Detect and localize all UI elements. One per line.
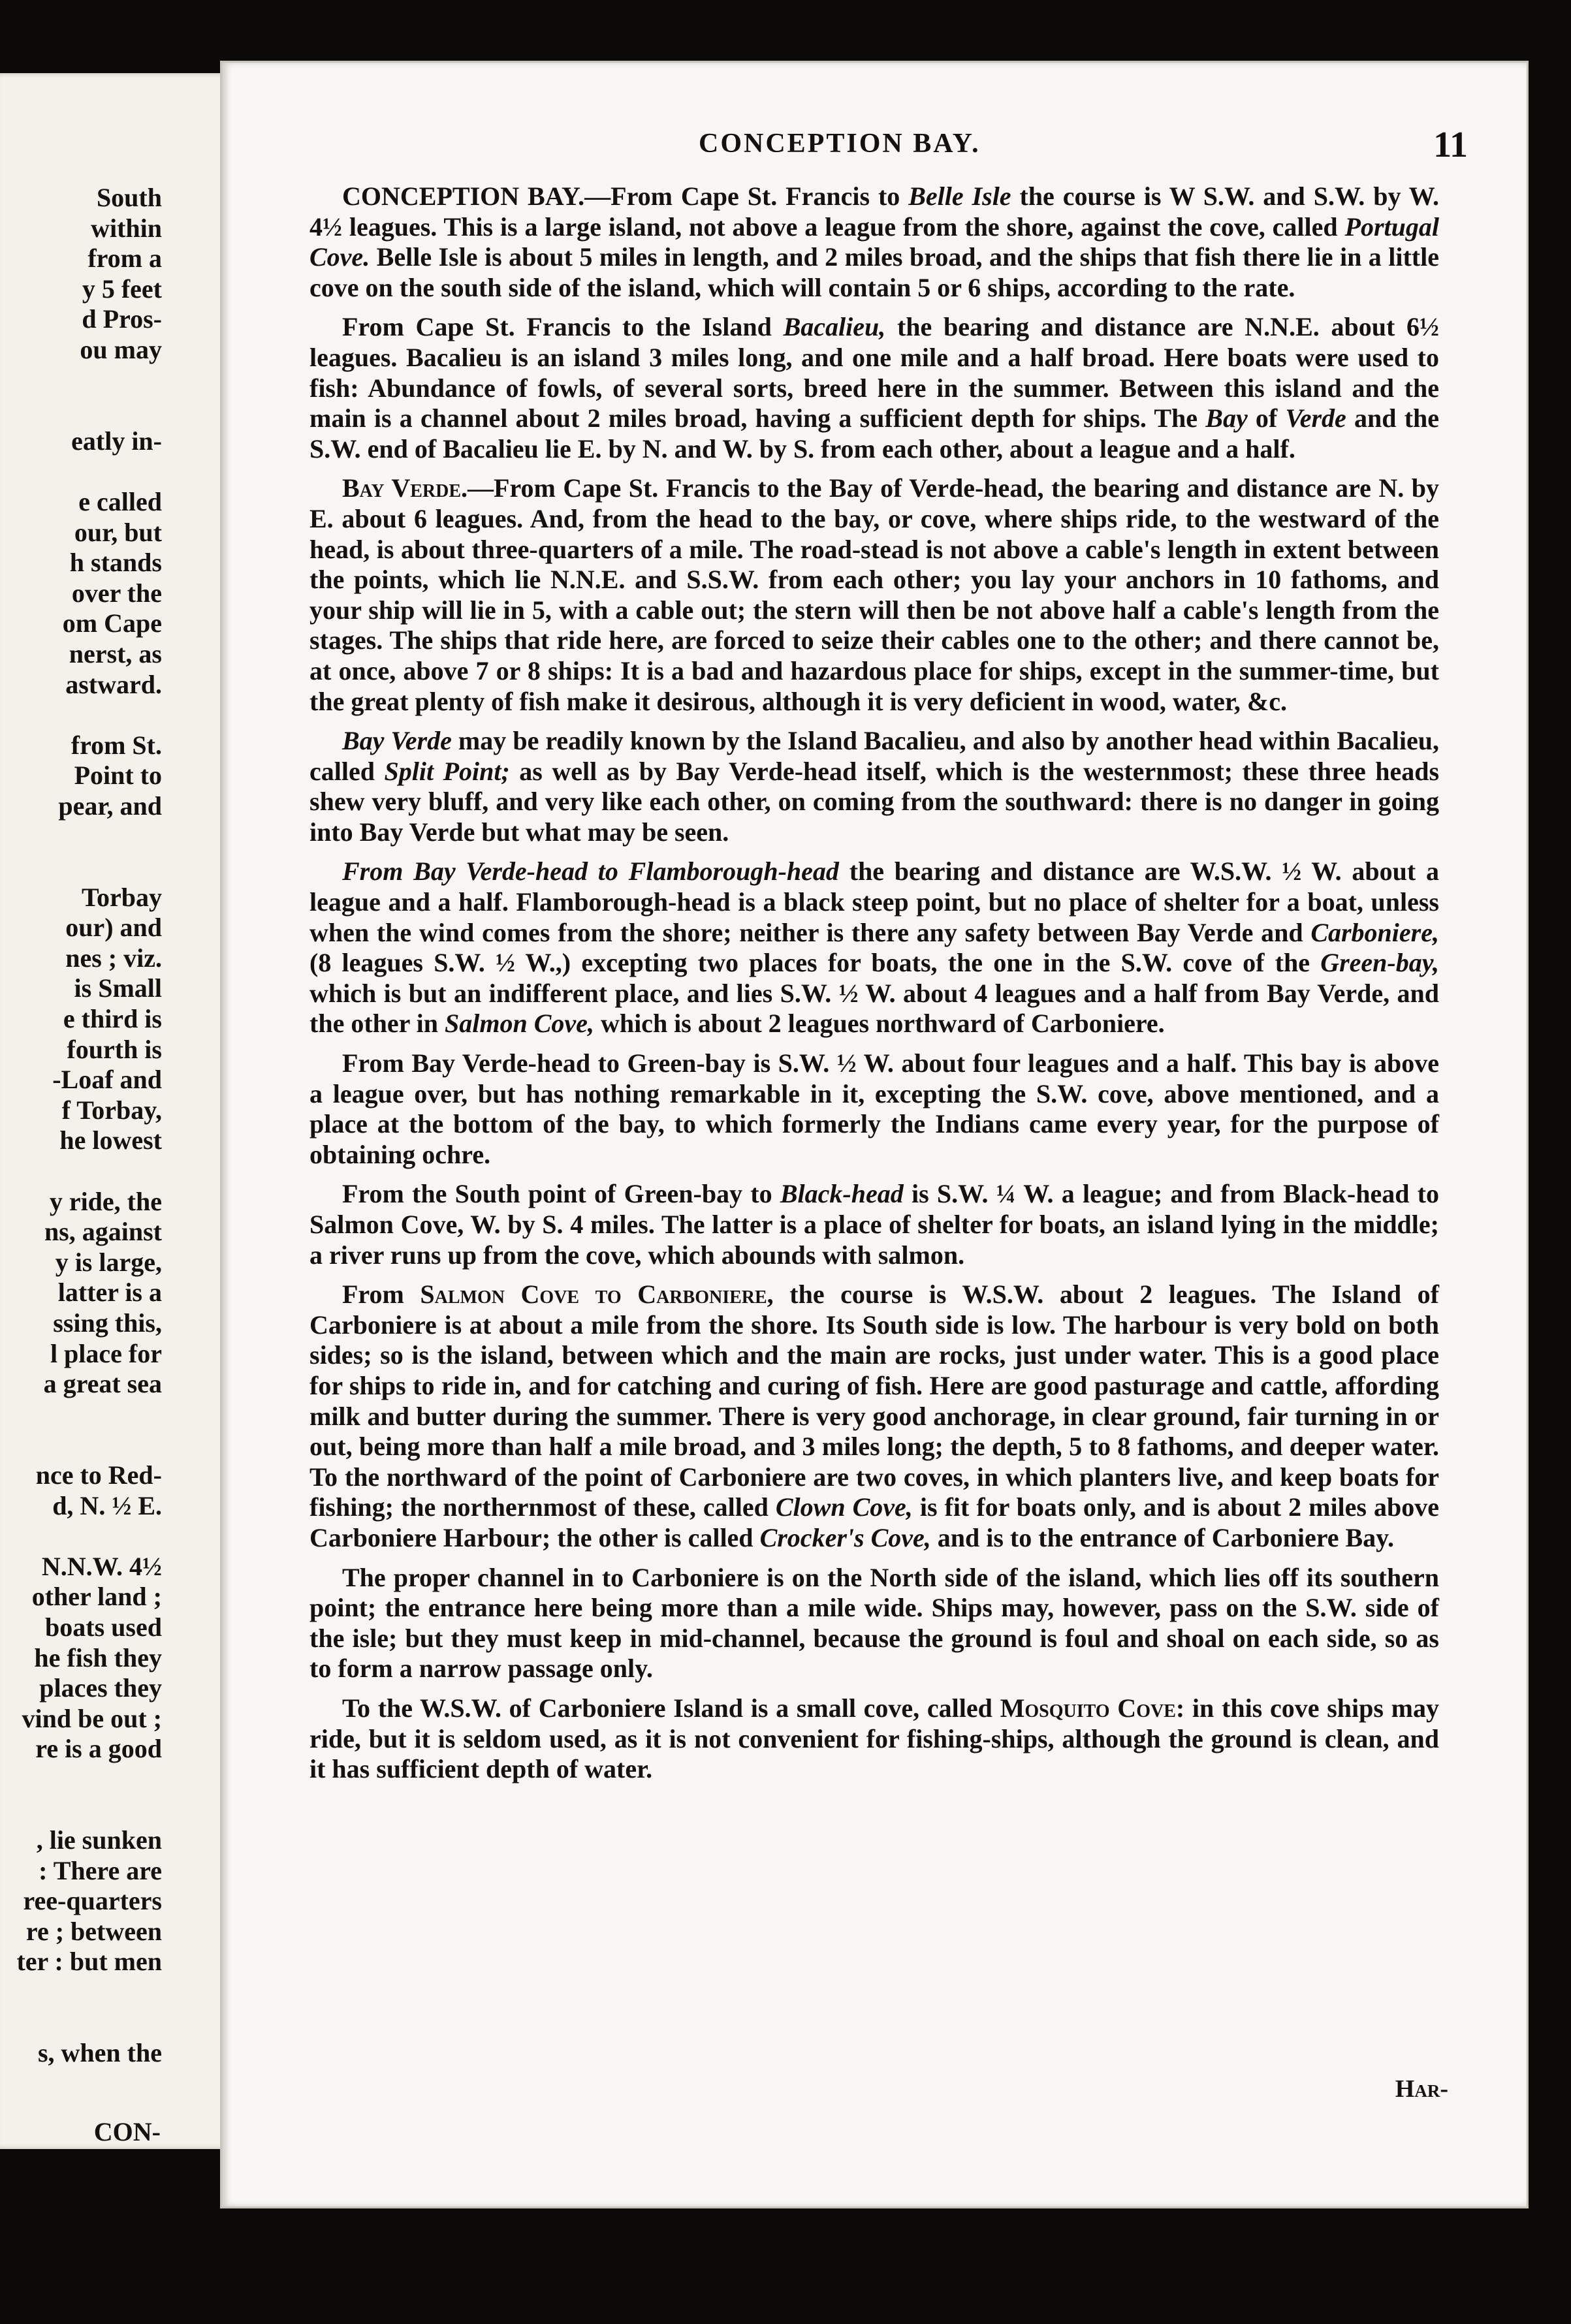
place-name: Belle Isle	[908, 181, 1011, 211]
place-name: Mosquito Cove:	[1000, 1693, 1185, 1723]
left-page-line: y is large,	[55, 1247, 162, 1277]
left-page-line: e third is	[63, 1004, 162, 1034]
left-page-line: other land ;	[31, 1582, 162, 1612]
text-run: —From Cape St. Francis to the Bay of Verde-head, the bearing and distance are N. by E. about 6 leagues. And, from the head to the bay, or cove, where ships ride, to the westward of the head, is about three-quarters of a mile. The road-stead is not above a cable's length in extent between the points, which lie N.N.E. and S.S.W. from each other; you lay your anchors in 10 fathoms, and your ship will lie in 5, with a cable out; the stern will then be not above half a cable's length from the stages. The ships that ride here, are forced to seize their cables one to the other; and there cannot be, at once, above 7 or 8 ships: It is a bad and hazardous place for ships, except in the summer-time, but the great plenty of fish make it desirous, although it is very deficient in wood, water, &c.	[309, 473, 1439, 716]
catchword	[1395, 2075, 1448, 2103]
text-run: Belle Isle is about 5 miles in length, and 2 miles broad, and the ships that fish there lie in a little cove on the south side of the island, which will contain 5 or 6 ships, according to the rate.	[309, 242, 1439, 302]
left-page-line: nce to Red-	[35, 1460, 162, 1490]
paragraph-carboniere-channel	[309, 1563, 1439, 1684]
text-run: To the W.S.W. of Carboniere Island is a small cove, called	[342, 1693, 1000, 1723]
place-name: Green-bay,	[1320, 948, 1439, 978]
left-page-catchword: CON-	[93, 2117, 161, 2146]
left-page-line: ns, against	[44, 1217, 162, 1247]
place-name: Bacalieu,	[783, 312, 886, 342]
text-run: which is about 2 leagues northward of Carboniere.	[594, 1009, 1165, 1039]
place-name: Black-head	[780, 1179, 904, 1209]
place-name: Clown Cove,	[775, 1492, 913, 1522]
left-page-line: from a	[87, 243, 162, 274]
left-page-line: our, but	[74, 517, 162, 547]
running-title: CONCEPTION BAY.	[699, 129, 981, 159]
left-page-line: vind be out ;	[22, 1703, 162, 1733]
left-page-line: -Loaf and	[52, 1065, 162, 1095]
text-run: From the South point of Green-bay to	[342, 1179, 780, 1209]
left-page-line	[5, 2008, 162, 2039]
text-run: as well as by Bay Verde-head itself, which is the westernmost; these three heads shew very bluff, and very like each other, on coming from the southward: there is no danger in going into Bay Verde but what may be seen.	[309, 756, 1440, 847]
left-page-line: astward.	[65, 669, 162, 699]
left-page-line: om Cape	[62, 608, 162, 638]
left-page-line: y 5 feet	[82, 274, 162, 304]
left-page-line: re ; between	[25, 1916, 162, 1946]
text-run: —From Cape St. Francis to	[584, 181, 909, 211]
left-page-line: places they	[39, 1673, 162, 1703]
text-run: the course is W S.W. and S.W. by W. 4½ leagues. This is a large island, not above a league from the shore, against the cove, called	[309, 181, 1439, 242]
left-page-line	[5, 1795, 162, 1825]
left-page-line: ssing this,	[53, 1308, 162, 1338]
left-page-line: , lie sunken	[36, 1825, 162, 1855]
left-page-line: : There are	[39, 1855, 162, 1885]
left-page-line: e called	[78, 486, 162, 516]
body-text	[309, 181, 1439, 1794]
left-page-line: Torbay	[81, 882, 162, 912]
text-run: in this cove ships may ride, but it is seldom used, as it is not convenient for fishing-ships, although the ground is clean, and it has sufficient depth of water.	[309, 1693, 1439, 1784]
text-run: of	[1247, 403, 1286, 433]
text-run: the course is W.S.W. about 2 leagues. The Island of Carboniere is at about a mile from the shore. Its South side is low. The harbour is very bold on both sides; so is the island, between which and the main are rocks, just under water. This is a good place for ships to ride in, and for catching and curing of fish. Here are good pasturage and cattle, affording milk and butter during the summer. There is very good anchorage, in clear ground, fair turning in or out, being more than half a mile broad, and 3 miles long; the depth, 5 to 8 fathoms, and deeper water. To the northward of the point of Carboniere are two coves, in which planters live, and keep boats for fishing; the northernmost of these, called	[309, 1280, 1439, 1522]
left-page-line: South	[96, 183, 162, 212]
left-page-line: within	[91, 213, 162, 243]
left-page-line: pear, and	[58, 791, 162, 821]
left-page-line: nerst, as	[69, 638, 162, 668]
left-page-line	[5, 456, 162, 487]
left-page-line: our) and	[65, 913, 162, 943]
place-name: Bay	[1205, 403, 1248, 433]
left-page-line: over the	[71, 578, 162, 608]
left-page-line: y ride, the	[49, 1186, 162, 1216]
left-page-line	[5, 1400, 162, 1430]
text-run: From	[342, 1280, 421, 1310]
catchword-text: Har-	[1395, 2075, 1448, 2103]
left-page-line: l place for	[50, 1338, 162, 1368]
left-page-line: d Pros-	[82, 304, 162, 334]
left-page-line	[5, 396, 162, 426]
text-run: which is but an indifferent place, and lies S.W. ½ W. about 4 leagues and a half from Bay Verde, and the other in	[309, 978, 1439, 1039]
place-name: Portugal Cove.	[309, 212, 1439, 272]
left-page-line: fourth is	[67, 1034, 162, 1064]
text-run: is S.W. ¼ W. a league; and from Black-head to Salmon Cove, W. by S. 4 miles. The latter is a place of shelter for boats, an island lying in the middle; a river runs up from the cove, which abounds with salmon.	[309, 1179, 1439, 1270]
left-page-line: boats used	[45, 1612, 162, 1642]
place-name: From Bay Verde-head to Flamborough-head	[342, 856, 839, 887]
left-page-line: latter is a	[57, 1278, 162, 1308]
page-number: 11	[1433, 125, 1468, 165]
left-page-line	[5, 1977, 162, 2008]
paragraph-mosquito-cove	[309, 1693, 1439, 1785]
left-page-line	[5, 821, 162, 852]
left-page-text	[5, 183, 162, 2069]
running-head	[222, 125, 1527, 167]
left-page-line: eatly in-	[71, 426, 162, 456]
left-page-line	[5, 1430, 162, 1460]
text-run: and the S.W. end of Bacalieu lie E. by N. and W. by S. from each other, about a league and a half.	[309, 403, 1440, 463]
left-page-line: ou may	[80, 334, 162, 364]
text-run: and is to the entrance of Carboniere Bay.	[930, 1522, 1394, 1552]
place-name: Crocker's Cove,	[759, 1522, 931, 1552]
left-page-line	[5, 1765, 162, 1795]
left-page-line	[5, 366, 162, 396]
text-run: (8 leagues S.W. ½ W.,) excepting two places for boats, the one in the S.W. cove of the	[309, 948, 1321, 978]
paragraph-carboniere	[309, 1280, 1439, 1553]
left-page-line: re is a good	[35, 1734, 162, 1764]
left-page-fragment	[0, 73, 230, 2149]
paragraph-black-head	[309, 1179, 1439, 1270]
paragraph-conception-bay	[309, 181, 1439, 303]
text-run: may be readily known by the Island Bacalieu, and also by another head within Bacalieu, called	[309, 726, 1440, 786]
left-page-line: is Small	[74, 973, 162, 1003]
place-name: Carboniere,	[1310, 917, 1439, 947]
left-page-line: d, N. ½ E.	[52, 1490, 162, 1520]
paragraph-flamborough-head	[309, 856, 1439, 1039]
paragraph-bay-verde	[309, 473, 1439, 717]
left-page-line	[5, 1156, 162, 1187]
text-run: the bearing and distance are N.N.E. about 6½ leagues. Bacalieu is an island 3 miles long, and one mile and a half broad. Here boats were used to fish: Abundance of fowls, of several sorts, breed here in the summer. Between this island and the main is a channel about 2 miles broad, having a sufficient depth for ships. The	[309, 312, 1440, 433]
place-name: Salmon Cove,	[445, 1009, 594, 1039]
left-page-line: ter : but men	[16, 1947, 162, 1977]
left-page-line: s, when the	[37, 2038, 162, 2068]
paragraph-bacalieu	[309, 312, 1439, 464]
left-page-line: he fish they	[34, 1642, 162, 1672]
left-page-line: h stands	[69, 548, 162, 578]
text-run: The proper channel in to Carboniere is on the North side of the island, which lies off its southern point; the entrance here being more than a mile wide. Ships may, however, pass on the S.W. side of the isle; but they must keep in mid-channel, because the ground is foul and shoal on each side, so as to form a narrow passage only.	[309, 1562, 1439, 1684]
section-heading: Bay Verde.	[342, 473, 468, 503]
place-name: Split Point;	[384, 756, 510, 786]
left-page-line: a great sea	[43, 1369, 162, 1399]
left-page-line: nes ; viz.	[65, 943, 162, 973]
paragraph-green-bay	[309, 1048, 1439, 1170]
book-page	[222, 63, 1527, 2206]
text-run: is fit for boats only, and is about 2 miles above Carboniere Harbour; the other is called	[309, 1492, 1440, 1552]
left-page-line: he lowest	[59, 1125, 162, 1155]
place-name: Bay Verde	[342, 726, 452, 756]
text-run: the bearing and distance are W.S.W. ½ W. about a league and a half. Flamborough-head is a black steep point, but no place of shelter for a boat, unless when the wind comes from the shore; neither is there any safety between Bay Verde and	[309, 856, 1439, 947]
place-name: Verde	[1285, 403, 1346, 433]
left-page-line: from St.	[71, 730, 162, 760]
place-name: Salmon Cove to Carboniere,	[420, 1280, 774, 1310]
left-page-line: ree-quarters	[23, 1886, 162, 1916]
text-run: From Cape St. Francis to the Island	[342, 312, 784, 342]
left-page-line: N.N.W. 4½	[41, 1551, 162, 1581]
left-page-line	[5, 1521, 162, 1552]
left-page-line	[5, 852, 162, 883]
left-page-line	[5, 700, 162, 730]
section-heading: CONCEPTION BAY.	[342, 181, 585, 211]
text-run: From Bay Verde-head to Green-bay is S.W. ½ W. about four leagues and a half. This bay is above a league over, but has nothing remarkable in it, excepting the S.W. cove, above mentioned, and a place at the bottom of the bay, to which formerly the Indians came every year, for the purpose of obtaining ochre.	[309, 1048, 1439, 1169]
left-page-line: f Torbay,	[61, 1095, 162, 1125]
paragraph-bay-verde-known	[309, 726, 1439, 847]
left-page-line: Point to	[74, 761, 162, 791]
